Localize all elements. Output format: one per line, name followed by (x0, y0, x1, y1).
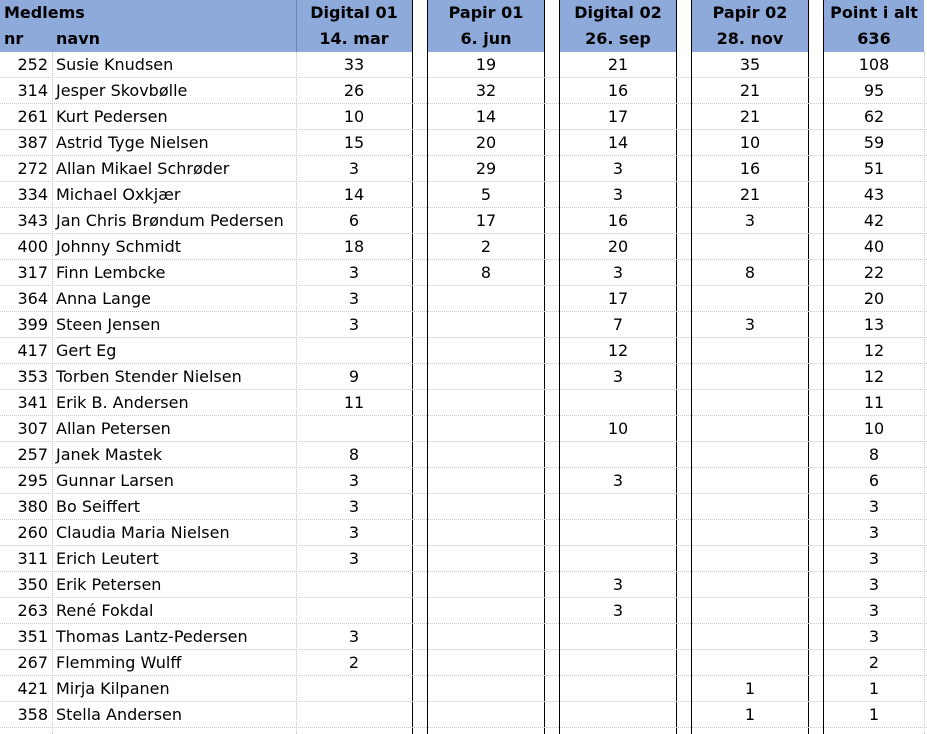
digital-01-score: 2 (348, 653, 360, 672)
member-name: Stella Andersen (56, 705, 183, 724)
total-points: 8 (868, 445, 880, 464)
digital-02-score (560, 520, 676, 546)
digital-01-score: 9 (348, 367, 360, 386)
digital-01-score (296, 416, 412, 442)
header-date: 6. jun (460, 29, 512, 48)
papir-02-score: 1 (744, 705, 756, 724)
header-title: Digital 01 (310, 3, 398, 22)
papir-01-score (428, 650, 544, 676)
total-points: 10 (863, 419, 885, 438)
member-number: 380 (17, 497, 48, 516)
member-name: Mirja Kilpanen (56, 679, 170, 698)
papir-01-score (428, 390, 544, 416)
header-title: Point i alt (830, 3, 918, 22)
member-name: Anna Lange (56, 289, 151, 308)
digital-02-score: 17 (607, 289, 629, 308)
member-number: 272 (17, 159, 48, 178)
papir-01-score (428, 494, 544, 520)
papir-01-score (428, 676, 544, 702)
table-row (0, 416, 927, 442)
member-number: 364 (17, 289, 48, 308)
member-name: Susie Knudsen (56, 55, 174, 74)
header-navn: navn (56, 29, 101, 48)
member-number: 351 (17, 627, 48, 646)
papir-01-score (428, 546, 544, 572)
total-points: 108 (858, 55, 890, 74)
papir-02-score: 35 (739, 55, 761, 74)
digital-01-score: 3 (348, 263, 360, 282)
total-points: 51 (863, 159, 885, 178)
member-name: Thomas Lantz-Pedersen (56, 627, 248, 646)
papir-02-score: 1 (744, 679, 756, 698)
digital-02-score: 20 (607, 237, 629, 256)
digital-01-score (296, 338, 412, 364)
member-name: Erik Petersen (56, 575, 162, 594)
papir-01-score: 32 (475, 81, 497, 100)
digital-01-score: 26 (343, 81, 365, 100)
papir-02-score (692, 442, 808, 468)
digital-02-score (560, 676, 676, 702)
table-row (0, 182, 927, 208)
total-points: 1 (868, 679, 880, 698)
papir-02-score: 21 (739, 185, 761, 204)
digital-01-score: 8 (348, 445, 360, 464)
header-papir-02 (692, 0, 808, 52)
papir-02-score (692, 624, 808, 650)
digital-01-score: 3 (348, 497, 360, 516)
member-number: 317 (17, 263, 48, 282)
header-date: 28. nov (716, 29, 784, 48)
digital-02-score: 17 (607, 107, 629, 126)
papir-01-score (428, 598, 544, 624)
member-name: Johnny Schmidt (56, 237, 182, 256)
member-name: Allan Petersen (56, 419, 171, 438)
table-row (0, 572, 927, 598)
papir-02-score: 3 (744, 315, 756, 334)
table-row (0, 260, 927, 286)
member-number: 400 (17, 237, 48, 256)
papir-02-score: 16 (739, 159, 761, 178)
digital-01-score: 6 (348, 211, 360, 230)
papir-01-score (428, 312, 544, 338)
table-row (0, 234, 927, 260)
papir-01-score (428, 364, 544, 390)
digital-02-score (560, 390, 676, 416)
member-name: Jan Chris Brøndum Pedersen (56, 211, 284, 230)
member-number: 267 (17, 653, 48, 672)
table-row (0, 442, 927, 468)
header-point-i-alt (824, 0, 924, 52)
member-number: 421 (17, 679, 48, 698)
header-date: 14. mar (319, 29, 389, 48)
total-points: 43 (863, 185, 885, 204)
papir-01-score: 14 (475, 107, 497, 126)
member-number: 260 (17, 523, 48, 542)
digital-01-score: 10 (343, 107, 365, 126)
papir-02-score (692, 390, 808, 416)
table-row (0, 104, 927, 130)
papir-01-score (428, 520, 544, 546)
papir-01-score: 8 (480, 263, 492, 282)
digital-02-score (560, 624, 676, 650)
table-row (0, 78, 927, 104)
digital-02-score: 3 (612, 159, 624, 178)
papir-02-score: 21 (739, 107, 761, 126)
digital-02-score: 3 (612, 471, 624, 490)
papir-02-score (692, 494, 808, 520)
papir-02-score: 10 (739, 133, 761, 152)
member-name: Erich Leutert (56, 549, 159, 568)
papir-01-score: 19 (475, 55, 497, 74)
papir-01-score (428, 572, 544, 598)
member-number: 353 (17, 367, 48, 386)
digital-01-score (296, 598, 412, 624)
member-name: Kurt Pedersen (56, 107, 168, 126)
digital-01-score: 3 (348, 523, 360, 542)
member-name: Bo Seiffert (56, 497, 141, 516)
member-number: 263 (17, 601, 48, 620)
member-number: 350 (17, 575, 48, 594)
papir-01-score (428, 624, 544, 650)
papir-01-score: 2 (480, 237, 492, 256)
papir-01-score (428, 338, 544, 364)
digital-02-score: 3 (612, 575, 624, 594)
digital-02-score: 21 (607, 55, 629, 74)
total-points: 3 (868, 523, 880, 542)
total-points: 12 (863, 367, 885, 386)
papir-02-score (692, 546, 808, 572)
digital-02-score (560, 546, 676, 572)
papir-01-score (428, 468, 544, 494)
member-name: Allan Mikael Schrøder (56, 159, 230, 178)
digital-01-score: 3 (348, 471, 360, 490)
digital-02-score: 3 (612, 367, 624, 386)
member-number: 399 (17, 315, 48, 334)
digital-01-score: 3 (348, 289, 360, 308)
digital-01-score (296, 702, 412, 728)
total-points: 40 (863, 237, 885, 256)
header-papir-01 (428, 0, 544, 52)
table-row (0, 702, 927, 728)
total-points: 12 (863, 341, 885, 360)
header-total: 636 (857, 29, 891, 48)
digital-02-score: 3 (612, 601, 624, 620)
papir-02-score (692, 338, 808, 364)
table-row (0, 494, 927, 520)
papir-01-score: 17 (475, 211, 497, 230)
table-row (0, 624, 927, 650)
digital-01-score: 11 (343, 393, 365, 412)
header-title: Papir 01 (448, 3, 524, 22)
member-name: Flemming Wulff (56, 653, 182, 672)
digital-02-score (560, 494, 676, 520)
gridline (0, 727, 927, 728)
total-points: 6 (868, 471, 880, 490)
table-row (0, 52, 927, 78)
header-digital-01 (296, 0, 412, 52)
member-name: Janek Mastek (56, 445, 163, 464)
digital-01-score: 14 (343, 185, 365, 204)
total-points: 62 (863, 107, 885, 126)
member-number: 358 (17, 705, 48, 724)
member-number: 257 (17, 445, 48, 464)
papir-02-score: 8 (744, 263, 756, 282)
table-row (0, 364, 927, 390)
papir-02-score (692, 234, 808, 260)
total-points: 3 (868, 627, 880, 646)
table-row (0, 468, 927, 494)
papir-01-score (428, 416, 544, 442)
header-divider (296, 0, 297, 52)
table-row (0, 676, 927, 702)
member-name: René Fokdal (56, 601, 154, 620)
member-name: Steen Jensen (56, 315, 161, 334)
papir-01-score: 5 (480, 185, 492, 204)
papir-01-score (428, 286, 544, 312)
digital-02-score: 10 (607, 419, 629, 438)
total-points: 20 (863, 289, 885, 308)
total-points: 2 (868, 653, 880, 672)
digital-01-score: 3 (348, 549, 360, 568)
papir-02-score (692, 286, 808, 312)
digital-01-score (296, 676, 412, 702)
table-row (0, 598, 927, 624)
total-points: 1 (868, 705, 880, 724)
papir-02-score (692, 520, 808, 546)
table-row (0, 390, 927, 416)
digital-02-score: 3 (612, 185, 624, 204)
total-points: 3 (868, 575, 880, 594)
digital-02-score: 14 (607, 133, 629, 152)
header-title: Papir 02 (712, 3, 788, 22)
table-row (0, 130, 927, 156)
digital-02-score: 16 (607, 211, 629, 230)
table-row (0, 286, 927, 312)
member-number: 307 (17, 419, 48, 438)
digital-02-score (560, 702, 676, 728)
table-row (0, 156, 927, 182)
papir-01-score: 29 (475, 159, 497, 178)
header-title: Digital 02 (574, 3, 662, 22)
digital-02-score (560, 442, 676, 468)
papir-01-score (428, 442, 544, 468)
papir-02-score: 3 (744, 211, 756, 230)
papir-02-score: 21 (739, 81, 761, 100)
member-number: 295 (17, 471, 48, 490)
digital-02-score: 16 (607, 81, 629, 100)
digital-01-score (296, 572, 412, 598)
member-number: 334 (17, 185, 48, 204)
papir-02-score (692, 364, 808, 390)
member-name: Gunnar Larsen (56, 471, 174, 490)
digital-01-score: 33 (343, 55, 365, 74)
table-row (0, 312, 927, 338)
table-row (0, 338, 927, 364)
member-name: Michael Oxkjær (56, 185, 181, 204)
papir-02-score (692, 572, 808, 598)
digital-01-score: 15 (343, 133, 365, 152)
total-points: 3 (868, 601, 880, 620)
papir-02-score (692, 416, 808, 442)
header-medlems: Medlems (4, 3, 85, 22)
header-nr: nr (4, 29, 24, 48)
digital-01-score: 3 (348, 627, 360, 646)
total-points: 42 (863, 211, 885, 230)
header-digital-02 (560, 0, 676, 52)
member-number: 252 (17, 55, 48, 74)
total-points: 22 (863, 263, 885, 282)
total-points: 11 (863, 393, 885, 412)
total-points: 59 (863, 133, 885, 152)
member-number: 311 (17, 549, 48, 568)
member-number: 387 (17, 133, 48, 152)
digital-02-score (560, 650, 676, 676)
papir-02-score (692, 650, 808, 676)
digital-02-score: 12 (607, 341, 629, 360)
table-row (0, 208, 927, 234)
digital-02-score: 3 (612, 263, 624, 282)
member-name: Claudia Maria Nielsen (56, 523, 230, 542)
papir-01-score (428, 702, 544, 728)
papir-02-score (692, 598, 808, 624)
table-row (0, 650, 927, 676)
member-number: 261 (17, 107, 48, 126)
total-points: 95 (863, 81, 885, 100)
table-row (0, 520, 927, 546)
member-name: Erik B. Andersen (56, 393, 189, 412)
member-name: Astrid Tyge Nielsen (56, 133, 209, 152)
total-points: 3 (868, 497, 880, 516)
member-number: 343 (17, 211, 48, 230)
papir-02-score (692, 468, 808, 494)
digital-01-score: 3 (348, 159, 360, 178)
header-member (0, 0, 296, 52)
member-name: Torben Stender Nielsen (56, 367, 242, 386)
member-name: Finn Lembcke (56, 263, 166, 282)
digital-01-score: 3 (348, 315, 360, 334)
total-points: 13 (863, 315, 885, 334)
member-number: 341 (17, 393, 48, 412)
total-points: 3 (868, 549, 880, 568)
table-row (0, 546, 927, 572)
member-number: 417 (17, 341, 48, 360)
papir-01-score: 20 (475, 133, 497, 152)
header-date: 26. sep (585, 29, 651, 48)
digital-01-score: 18 (343, 237, 365, 256)
member-number: 314 (17, 81, 48, 100)
digital-02-score: 7 (612, 315, 624, 334)
member-name: Jesper Skovbølle (56, 81, 188, 100)
member-name: Gert Eg (56, 341, 117, 360)
